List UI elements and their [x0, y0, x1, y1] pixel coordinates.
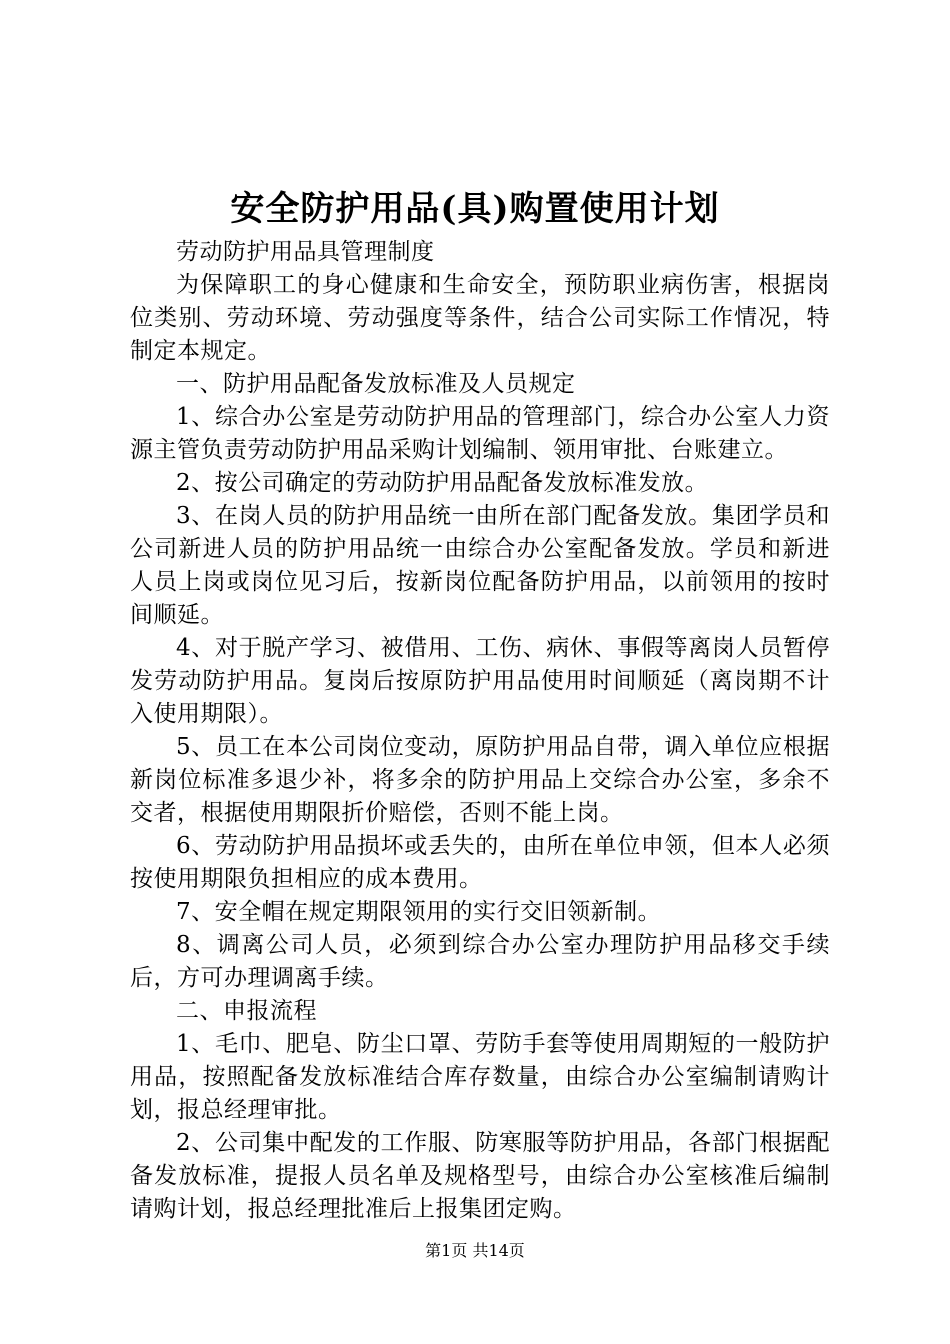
paragraph: 3、在岗人员的防护用品统一由所在部门配备发放。集团学员和公司新进人员的防护用品统一由综合办公室配备发放。学员和新进人员上岗或岗位见习后，按新岗位配备防护用品，以前领用的按时间顺延。 — [130, 503, 830, 628]
paragraph: 为保障职工的身心健康和生命安全，预防职业病伤害，根据岗位类别、劳动环境、劳动强度等条件，结合公司实际工作情况，特制定本规定。 — [130, 272, 830, 364]
paragraph: 6、劳动防护用品损坏或丢失的，由所在单位申领，但本人必须按使用期限负担相应的成本费用。 — [130, 833, 830, 892]
paragraph: 4、对于脱产学习、被借用、工伤、病休、事假等离岗人员暂停发劳动防护用品。复岗后按原防护用品使用时间顺延（离岗期不计入使用期限）。 — [130, 635, 830, 727]
section-heading: 一、防护用品配备发放标准及人员规定 — [176, 371, 576, 397]
section-heading: 二、申报流程 — [176, 998, 317, 1024]
paragraph: 1、毛巾、肥皂、防尘口罩、劳防手套等使用周期短的一般防护用品，按照配备发放标准结合库存数量，由综合办公室编制请购计划，报总经理审批。 — [130, 1031, 830, 1123]
document-body — [130, 236, 830, 1226]
paragraph: 5、员工在本公司岗位变动，原防护用品自带，调入单位应根据新岗位标准多退少补，将多余的防护用品上交综合办公室，多余不交者，根据使用期限折价赔偿，否则不能上岗。 — [130, 734, 830, 826]
paragraph: 2、按公司确定的劳动防护用品配备发放标准发放。 — [176, 470, 709, 496]
paragraph: 8、调离公司人员，必须到综合办公室办理防护用品移交手续后，方可办理调离手续。 — [130, 932, 830, 991]
paragraph: 2、公司集中配发的工作服、防寒服等防护用品，各部门根据配备发放标准，提报人员名单及规格型号，由综合办公室核准后编制请购计划，报总经理批准后上报集团定购。 — [130, 1130, 830, 1222]
document-title: 安全防护用品(具)购置使用计划 — [230, 189, 720, 229]
page-number-footer: 第1页 共14页 — [425, 1241, 525, 1260]
paragraph: 7、安全帽在规定期限领用的实行交旧领新制。 — [176, 899, 662, 925]
paragraph: 1、综合办公室是劳动防护用品的管理部门，综合办公室人力资源主管负责劳动防护用品采购计划编制、领用审批、台账建立。 — [130, 404, 830, 463]
paragraph: 劳动防护用品具管理制度 — [176, 239, 435, 265]
